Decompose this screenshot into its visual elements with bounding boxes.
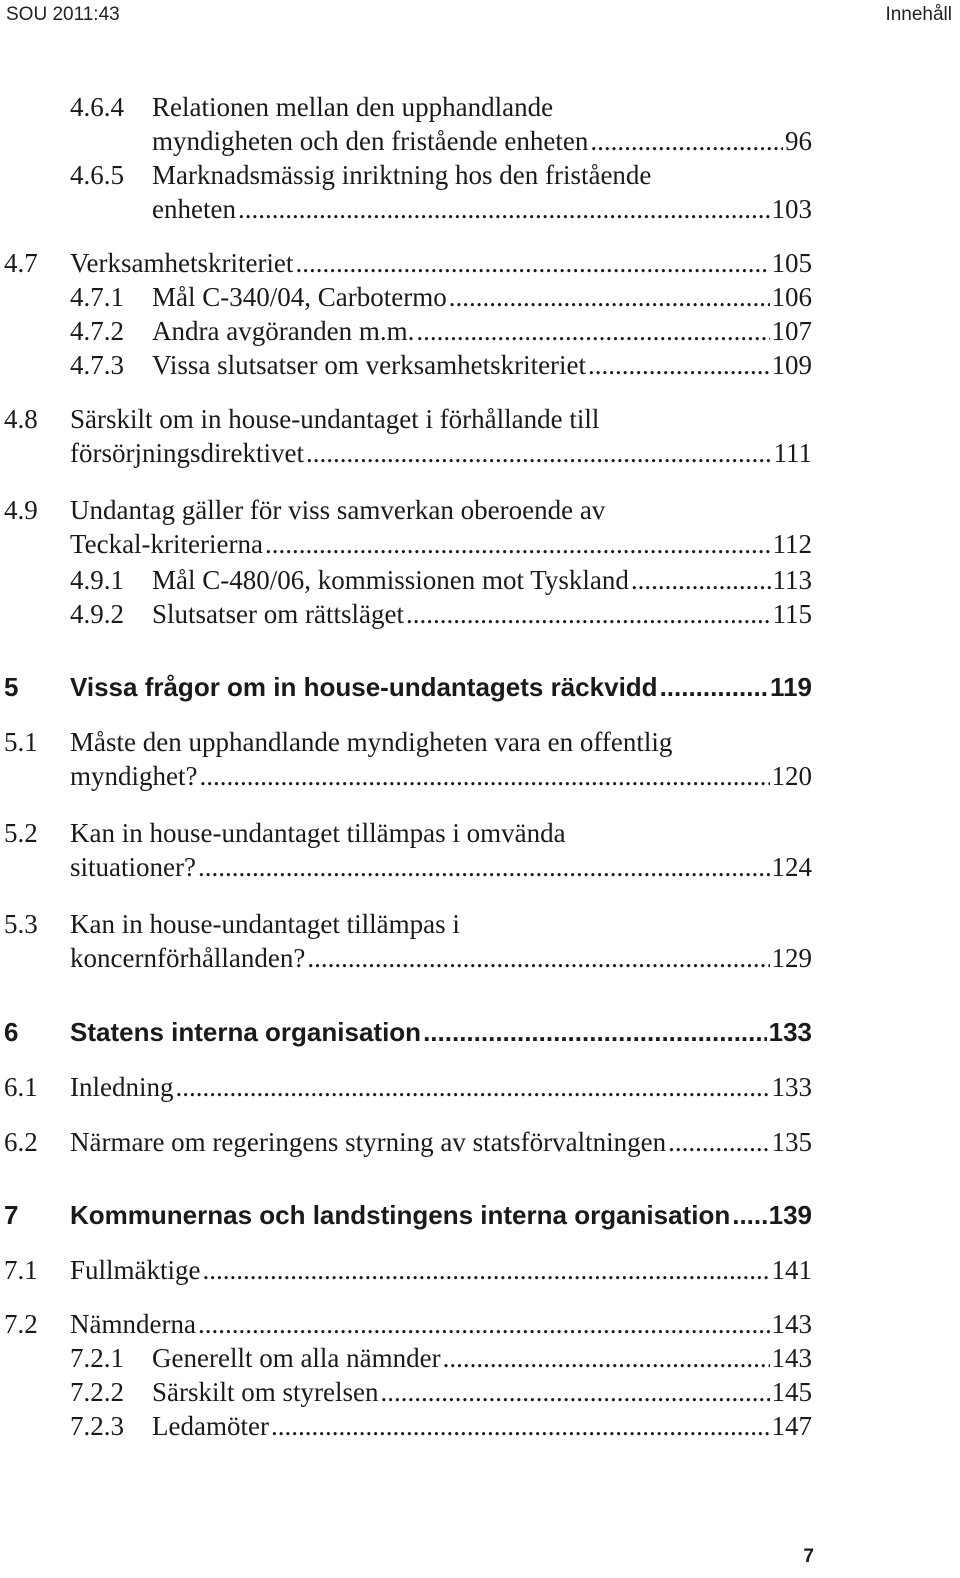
toc-entry-title: Kommunernas och landstingens interna organisation [70,1200,731,1230]
toc-entry-page: 124 [771,852,812,882]
toc-entry-number: 7.2.1 [70,1343,124,1373]
toc-entry-page: 135 [771,1127,812,1157]
dot-leader [295,246,769,280]
toc-entry-title: Verksamhetskriteriet [70,248,294,278]
toc-entry-number: 6.1 [4,1072,38,1102]
dot-leader [199,759,769,793]
toc-entry[interactable] [70,90,812,158]
toc-entry-page: 115 [772,599,812,629]
dot-leader [265,527,771,561]
toc-entry-title: situationer? [70,852,196,882]
page-number: 7 [803,1546,814,1567]
dot-leader [306,436,772,470]
toc-entry-page: 119 [770,672,812,702]
dot-leader [588,348,769,382]
toc-entry-page: 96 [785,126,812,156]
toc-entry-number: 4.7.1 [70,282,124,312]
toc-entry-number: 5.3 [4,909,38,939]
toc-entry-title: Särskilt om styrelsen [152,1377,379,1407]
toc-entry[interactable] [70,1409,812,1443]
toc-entry-page: 120 [771,761,812,791]
running-header-left: SOU 2011:43 [6,4,120,25]
toc-entry-number: 7.2.3 [70,1411,124,1441]
toc-entry[interactable] [4,1070,812,1104]
dot-leader [443,1341,770,1375]
toc-entry-number: 4.7.2 [70,316,124,346]
toc-entry-number: 7 [4,1200,19,1230]
toc-entry-page: 147 [771,1411,812,1441]
toc-entry-title: myndigheten och den fristående enheten [152,126,589,156]
toc-entry-title: myndighet? [70,761,198,791]
dot-leader [660,670,768,704]
toc-entry-title: Närmare om regeringens styrning av statsförvaltningen [70,1127,667,1157]
toc-entry-number: 7.2 [4,1309,38,1339]
dot-leader [203,1253,770,1287]
toc-entry[interactable] [4,816,812,884]
toc-entry-page: 106 [771,282,812,312]
dot-leader [668,1125,769,1159]
toc-entry[interactable] [4,493,812,561]
toc-entry[interactable] [70,597,812,631]
toc-entry[interactable] [4,670,812,704]
toc-entry-title: enheten [152,194,236,224]
toc-entry-title: Statens interna organisation [70,1017,422,1047]
toc-entry[interactable] [4,1307,812,1341]
toc-entry-page: 112 [772,529,812,559]
toc-entry-page: 105 [771,248,812,278]
toc-entry[interactable] [4,402,812,470]
toc-entry[interactable] [4,725,812,793]
toc-entry[interactable] [4,1198,812,1232]
toc-entry-title: försörjningsdirektivet [70,438,304,468]
toc-entry[interactable] [4,1015,812,1049]
toc-entry-title: Vissa frågor om in house-undantagets räckvidd [70,672,658,702]
toc-entry-page: 133 [771,1072,812,1102]
toc-entry-number: 4.8 [4,404,38,434]
dot-leader [271,1409,770,1443]
toc-entry-number: 7.2.2 [70,1377,124,1407]
toc-entry-number: 5.1 [4,727,38,757]
toc-entry-title: Teckal-kriterierna [70,529,263,559]
toc-entry[interactable] [70,280,812,314]
toc-entry-number: 4.6.4 [70,92,124,122]
toc-entry-number: 5.2 [4,818,38,848]
toc-entry-number: 6 [4,1017,19,1047]
toc-entry-page: 107 [771,316,812,346]
toc-entry[interactable] [4,1253,812,1287]
toc-entry-page: 109 [771,350,812,380]
toc-entry-number: 5 [4,672,19,702]
toc-entry-page: 143 [771,1309,812,1339]
toc-entry[interactable] [4,246,812,280]
toc-entry[interactable] [70,314,812,348]
dot-leader [198,850,770,884]
running-header-right: Innehåll [885,4,952,25]
toc-entry-page: 141 [771,1255,812,1285]
toc-entry-title: Kan in house-undantaget tillämpas i omvända [70,818,566,848]
dot-leader [631,563,771,597]
toc-entry-title: Måste den upphandlande myndigheten vara en offentlig [70,727,673,757]
toc-entry-number: 6.2 [4,1127,38,1157]
dot-leader [449,280,770,314]
dot-leader [198,1307,770,1341]
toc-entry-page: 113 [772,565,812,595]
toc-entry-number: 4.7.3 [70,350,124,380]
toc-entry-title: Kan in house-undantaget tillämpas i [70,909,460,939]
toc-entry-page: 103 [771,194,812,224]
toc-entry-title: Undantag gäller för viss samverkan oberoende av [70,495,606,525]
toc-entry-page: 111 [773,438,812,468]
toc-entry-title: Mål C-340/04, Carbotermo [152,282,447,312]
toc-entry-title: koncernförhållanden? [70,943,306,973]
toc-entry-number: 4.9 [4,495,38,525]
toc-entry-number: 4.9.2 [70,599,124,629]
toc-entry-title: Andra avgöranden m.m. [152,316,415,346]
toc-entry-title: Marknadsmässig inriktning hos den fristående [152,160,652,190]
dot-leader [732,1198,766,1232]
toc-entry-number: 4.7 [4,248,38,278]
toc-entry-title: Fullmäktige [70,1255,201,1285]
dot-leader [307,941,769,975]
dot-leader [406,597,771,631]
toc-entry-title: Slutsatser om rättsläget [152,599,404,629]
dot-leader [590,124,783,158]
toc-entry-number: 7.1 [4,1255,38,1285]
toc-entry[interactable] [4,907,812,975]
toc-entry-number: 4.9.1 [70,565,124,595]
toc-entry-title: Mål C-480/06, kommissionen mot Tyskland [152,565,629,595]
toc-entry-page: 129 [771,943,812,973]
dot-leader [175,1070,769,1104]
toc-entry-page: 143 [771,1343,812,1373]
toc-entry[interactable] [4,1125,812,1159]
toc-entry[interactable] [70,1341,812,1375]
toc-entry-title: Ledamöter [152,1411,269,1441]
toc-entry-title: Nämnderna [70,1309,196,1339]
toc-entry-title: Relationen mellan den upphandlande [152,92,554,122]
toc-entry-page: 139 [768,1200,812,1230]
toc-entry-title: Generellt om alla nämnder [152,1343,441,1373]
toc-entry-title: Särskilt om in house-undantaget i förhållande till [70,404,600,434]
toc-entry[interactable] [70,348,812,382]
toc-entry-number: 4.6.5 [70,160,124,190]
dot-leader [416,314,769,348]
toc-entry-page: 145 [771,1377,812,1407]
toc-entry[interactable] [70,158,812,226]
dot-leader [238,192,770,226]
toc-entry[interactable] [70,563,812,597]
dot-leader [423,1015,767,1049]
toc-entry[interactable] [70,1375,812,1409]
toc-entry-title: Inledning [70,1072,174,1102]
dot-leader [380,1375,769,1409]
toc-entry-page: 133 [768,1017,812,1047]
toc-entry-title: Vissa slutsatser om verksamhetskriteriet [152,350,587,380]
